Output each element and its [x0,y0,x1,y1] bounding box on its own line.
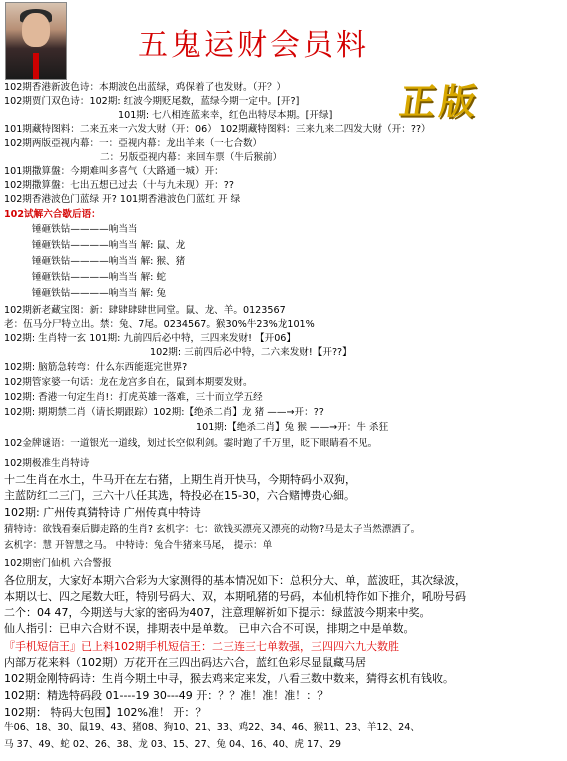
text-line: 102期贾门双色诗：102期: 红波今期贬尾数，蓝绿今期一定中。[开?] [4,96,300,107]
text-line: 102期撒算盤：七出五想已过去（十与九未现）开：?? [4,180,234,191]
text-line: 锤砸铁钻————响当当 [32,224,138,235]
text-line: 主蓝防红二三门，三六十八任其选，特投必在15-30，六合赌博贵心細。 [4,489,355,502]
text-line: 牛06、18、30、鼠19、43、猪08、狗10、21、33、鸡22、34、46、猴11、23、羊12、24、 [4,722,420,733]
text-line: 101期: 七八相连蓝来幸，红色出特尽本期。[开绿] [118,110,333,121]
text-line: 102期管家婆一句话：龙在龙宫多自在，鼠到本期要发财。 [4,377,253,388]
text-line: 102期: 生肖特一玄 101期: 九前四后必中特，三四来发财! 【开06】 [4,333,296,344]
authentic-stamp: 正版 [396,82,483,123]
text-line: 102期: 广州传真猜特诗 广州传真中特诗 [4,506,201,519]
portrait-face [22,13,50,47]
text-line: 内部万花来料（102期）万花开在三四出码达六合，蓝红色彩尽显鼠藏马居 [4,656,366,669]
text-line: 102期金刚特码诗：生肖今期土中寻，猴去鸡来定来发，八看三数中数来，猜得玄机有钱收。 [4,672,454,685]
text-line: 二个：04 47，今期送与大家的密码为407，注意理解祈如下提示：绿蓝波今期来中奖。 [4,606,431,619]
text-line: 102期: 期期禁二肖（请长期跟踪）102期:【绝杀二肖】龙 猪 ——→开：?? [4,407,324,418]
text-line: 锤砸铁钻————响当当 解: 鼠、龙 [32,240,186,251]
text-line: 102期极准生肖特诗 [4,458,90,469]
text-line: 102期香港波色门蓝绿 开? 101期香港波色门蓝红 开 绿 [4,194,241,205]
text-line: 101期藏特图料：二来五来一六发大财（开：06） 102期藏特图料：三来九来二四发大财（开：??） [4,124,431,135]
text-line: 102期香港新波色诗：本期波色出蓝绿，鸡保着了也发财。（开？） [4,82,287,93]
text-line: 锤砸铁钻————响当当 解: 猴、猪 [32,256,186,267]
portrait-photo [5,2,67,80]
text-line: 仙人指引：已申六合财不误，排期表中是单数。 已申六合不可误，排期之中是单数。 [4,622,415,635]
text-line: 102期新老藏宝图：新：肆肆肆肆世同堂。鼠、龙、羊。0123567 [4,305,286,316]
text-line: 102期: 脑筋急转弯：什么东西能逛完世界? [4,362,188,373]
text-line: 老：伍马分尸特立出。禁：兔、7尾。0234567。猴30%牛23%龙101% [4,319,315,330]
text-line: 马 37、49、蛇 02、26、38、龙 03、15、27、兔 04、16、40、虎 17、29 [4,739,342,750]
text-line: 十二生肖在水土，牛马开在左右猪，上期生肖开快马，今期特码小双狗， [4,473,356,486]
page-title: 五鬼运财会员料 [138,28,369,63]
text-line: 102试解六合歇后语： [4,209,101,220]
text-line: 各位朋友，大家好本期六合彩为大家测得的基本情况如下：总积分大、单，蓝波旺，其次绿波， [4,574,466,587]
text-line: 102期: 三前四后必中特，二六来发财!【开??】 [150,347,352,358]
portrait-tie [33,53,39,79]
text-line: 锤砸铁钻————响当当 解: 兔 [32,288,167,299]
text-line: 锤砸铁钻————响当当 解: 蛇 [32,272,167,283]
text-line: 102期密门仙机 六合警报 [4,558,112,569]
text-line: 101期:【绝杀二肖】兔 猴 ——→开：牛 杀狂 [196,422,389,433]
text-line: 『手机短信王』已上料102期手机短信王：二三连三七单数强，三四四六九大数胜 [4,640,399,653]
text-line: 二：另版亞视内幕：来回车票（牛后猴前） [100,152,283,163]
text-line: 102期: 香港一句定生肖!：打虎英雄一落难，三十而立学五经 [4,392,263,403]
text-line: 101期撒算盤：今期难叫多喜气（大路通一城）开： [4,166,224,177]
text-line: 102期： 特码大包围】102%准！ 开：？ [4,706,207,719]
text-line: 102期两版亞视内幕：一：亞视内幕：龙出羊来（一七合数） [4,138,263,149]
text-line: 猜特诗：欲钱看秦后脚走路的生肖? 玄机字：七：欲钱买漂亮又漂亮的动物?马是太子当然漂洒了。 [4,524,421,535]
text-line: 102金牌谜语：一道银光一道线，划过长空似利剑。霎时跑了千万里，眨下眼睛看不见。 [4,438,378,449]
text-line: 本期以七、四之尾数大旺，特别号码大、双，本期吼猪的号码，本仙机特作如下推介，吼吩号码 [4,590,466,603]
text-line: 玄机字：慧 开智慧之马。 中特诗：兔合牛猪来马尾， 提示：单 [4,540,273,551]
text-line: 102期：精选特码段 01----19 30---49 开：？？准！准！准！：？ [4,689,329,702]
